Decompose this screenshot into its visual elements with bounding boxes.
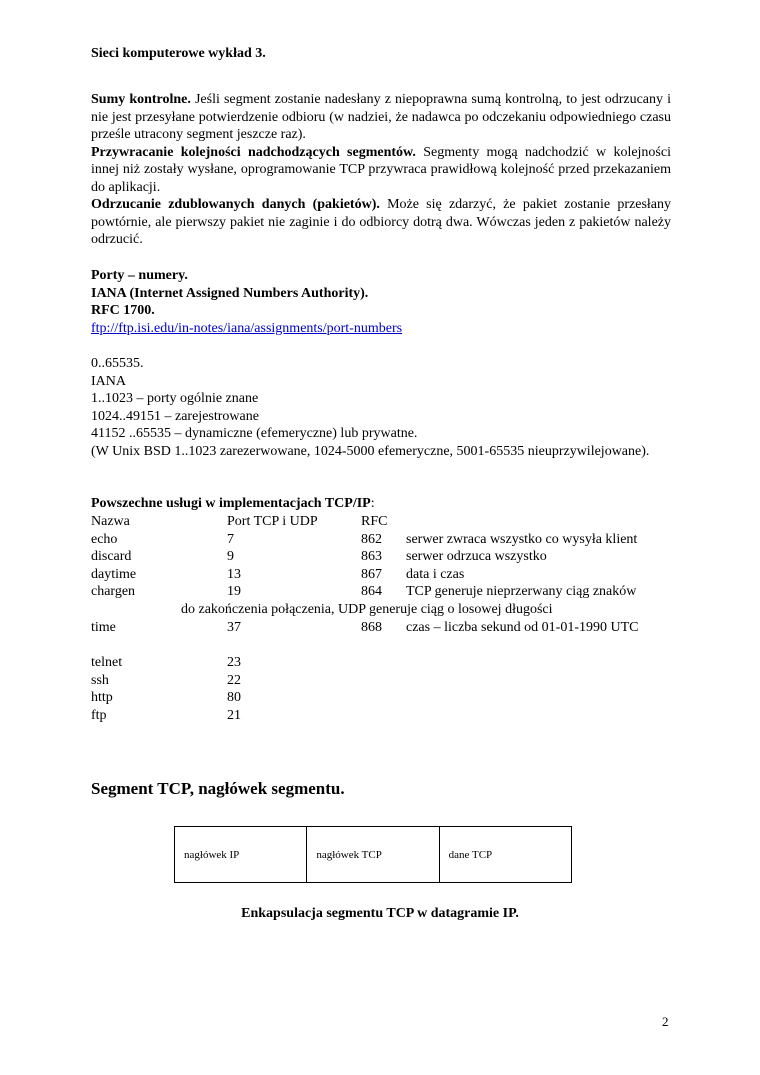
tcp-header-cell: nagłówek TCP <box>307 827 439 882</box>
header-title: Sieci komputerowe wykład 3. <box>91 46 266 61</box>
paragraph-ordering: Przywracanie kolejności nadchodzących segmentów. Segmenty mogą nadchodzić w kolejności innej niż zostały wysłane, oprogramowanie TCP przywraca prawidłową kolejność przed przekazaniem do aplikacji. <box>91 144 671 195</box>
segment-heading: Segment TCP, nagłówek segmentu. <box>91 779 345 798</box>
diagram-caption: Enkapsulacja segmentu TCP w datagramie IP. <box>241 906 519 921</box>
port-range-line: 0..65535. <box>91 356 144 371</box>
port-range-line: 1024..49151 – zarejestrowane <box>91 408 259 424</box>
port-ranges <box>91 355 671 460</box>
port-numbers-link[interactable]: ftp://ftp.isi.edu/in-notes/iana/assignments/port-numbers <box>91 320 403 336</box>
iana-title: IANA (Internet Assigned Numbers Authority). <box>91 285 369 301</box>
intro-section <box>91 91 671 249</box>
ip-header-cell: nagłówek IP <box>175 827 307 882</box>
tcp-data-cell: dane TCP <box>448 848 493 861</box>
encapsulation-diagram <box>174 826 572 883</box>
port-range-line: 41152 ..65535 – dynamiczne (efemeryczne) lub prywatne. <box>91 426 418 441</box>
document-page: Sieci komputerowe wykład 3. Sumy kontrolne. Jeśli segment zostanie nadesłany z niepoprawna sumą kontrolną, to jest odrzucany i nie jest przesyłane potwierdzenie odbioru (w nadziei, że nadawca po odczekaniu odpowiedniego czasu prześle utracony segment jeszcze raz). Przywracanie kolejności nadchodzących segmentów. Segmenty mogą nadchodzić w kolejności innej niż zostały wysłane, oprogramowanie TCP przywraca prawidłową kolejność przed przekazaniem do aplikacji. Odrzucanie zdublowanych danych (pakietów). Może się zdarzyć, że pakiet zostanie przesłany powtórnie, ale pierwszy pakiet nie zaginie i do odbiorcy dotrą dwa. Wówczas jeden z pakietów należy odrzucić. Porty – numery. IANA (Internet Assigned Numbers Authority). RFC 1700. ftp://ftp.isi.edu/in-notes/iana/assignments/port-numbers 0..65535. IANA 1..1023 – porty ogólnie znane 1024..49151 – zarejestrowane 41152 ..65535 – dynamiczne (efemeryczne) lub prywatne. (W Unix BSD 1..1023 zarezerwowane, 1024-5000 efemeryczne, 5001-65535 nieuprzywilejowane). Powszechne usługi w implementacjach TCP/IP: Nazwa Port TCP i UDP RFC echo 7 862 serwer zwraca wszystko co wysyła klient discard 9 863 serwer odrzuca wszystko daytime 13 867 data i czas chargen 19 864 TCP generuje nieprzerwany ciąg znaków do zakończenia połączenia, UDP generuje ciąg o losowej długości time 37 868 czas – liczba sekund od 01-01-1990 UTC telnet 23 ssh 22 http 80 ftp 21 Segment TCP, nagłówek segmentu. nagłówek IP nagłówek TCP dane TCP Enkapsulacja segmentu TCP w datagramie IP. 2 <box>0 0 760 1075</box>
port-range-line: IANA <box>91 373 126 389</box>
paragraph-duplicates: Odrzucanie zdublowanych danych (pakietów). Może się zdarzyć, że pakiet zostanie przesłany powtórnie, ale pierwszy pakiet nie zaginie i do odbiorcy dotrą dwa. Wówczas jeden z pakietów należy odrzucić. <box>91 197 671 247</box>
paragraph-checksums: Sumy kontrolne. Jeśli segment zostanie nadesłany z niepoprawna sumą kontrolną, to jest odrzucany i nie jest przesyłane potwierdzenie odbioru (w nadziei, że nadawca po odczekaniu odpowiedniego czasu prześle utracony segment jeszcze raz). <box>91 92 671 142</box>
ports-title: Porty – numery. <box>91 268 188 283</box>
page-number: 2 <box>662 1014 669 1029</box>
rfc-title: RFC 1700. <box>91 303 155 318</box>
port-range-line: 1..1023 – porty ogólnie znane <box>91 391 259 406</box>
services-title: Powszechne usługi w implementacjach TCP/IP: <box>91 496 375 511</box>
ports-section <box>91 267 671 337</box>
port-range-line: (W Unix BSD 1..1023 zarezerwowane, 1024-5000 efemeryczne, 5001-65535 nieuprzywilejowane). <box>91 443 650 459</box>
